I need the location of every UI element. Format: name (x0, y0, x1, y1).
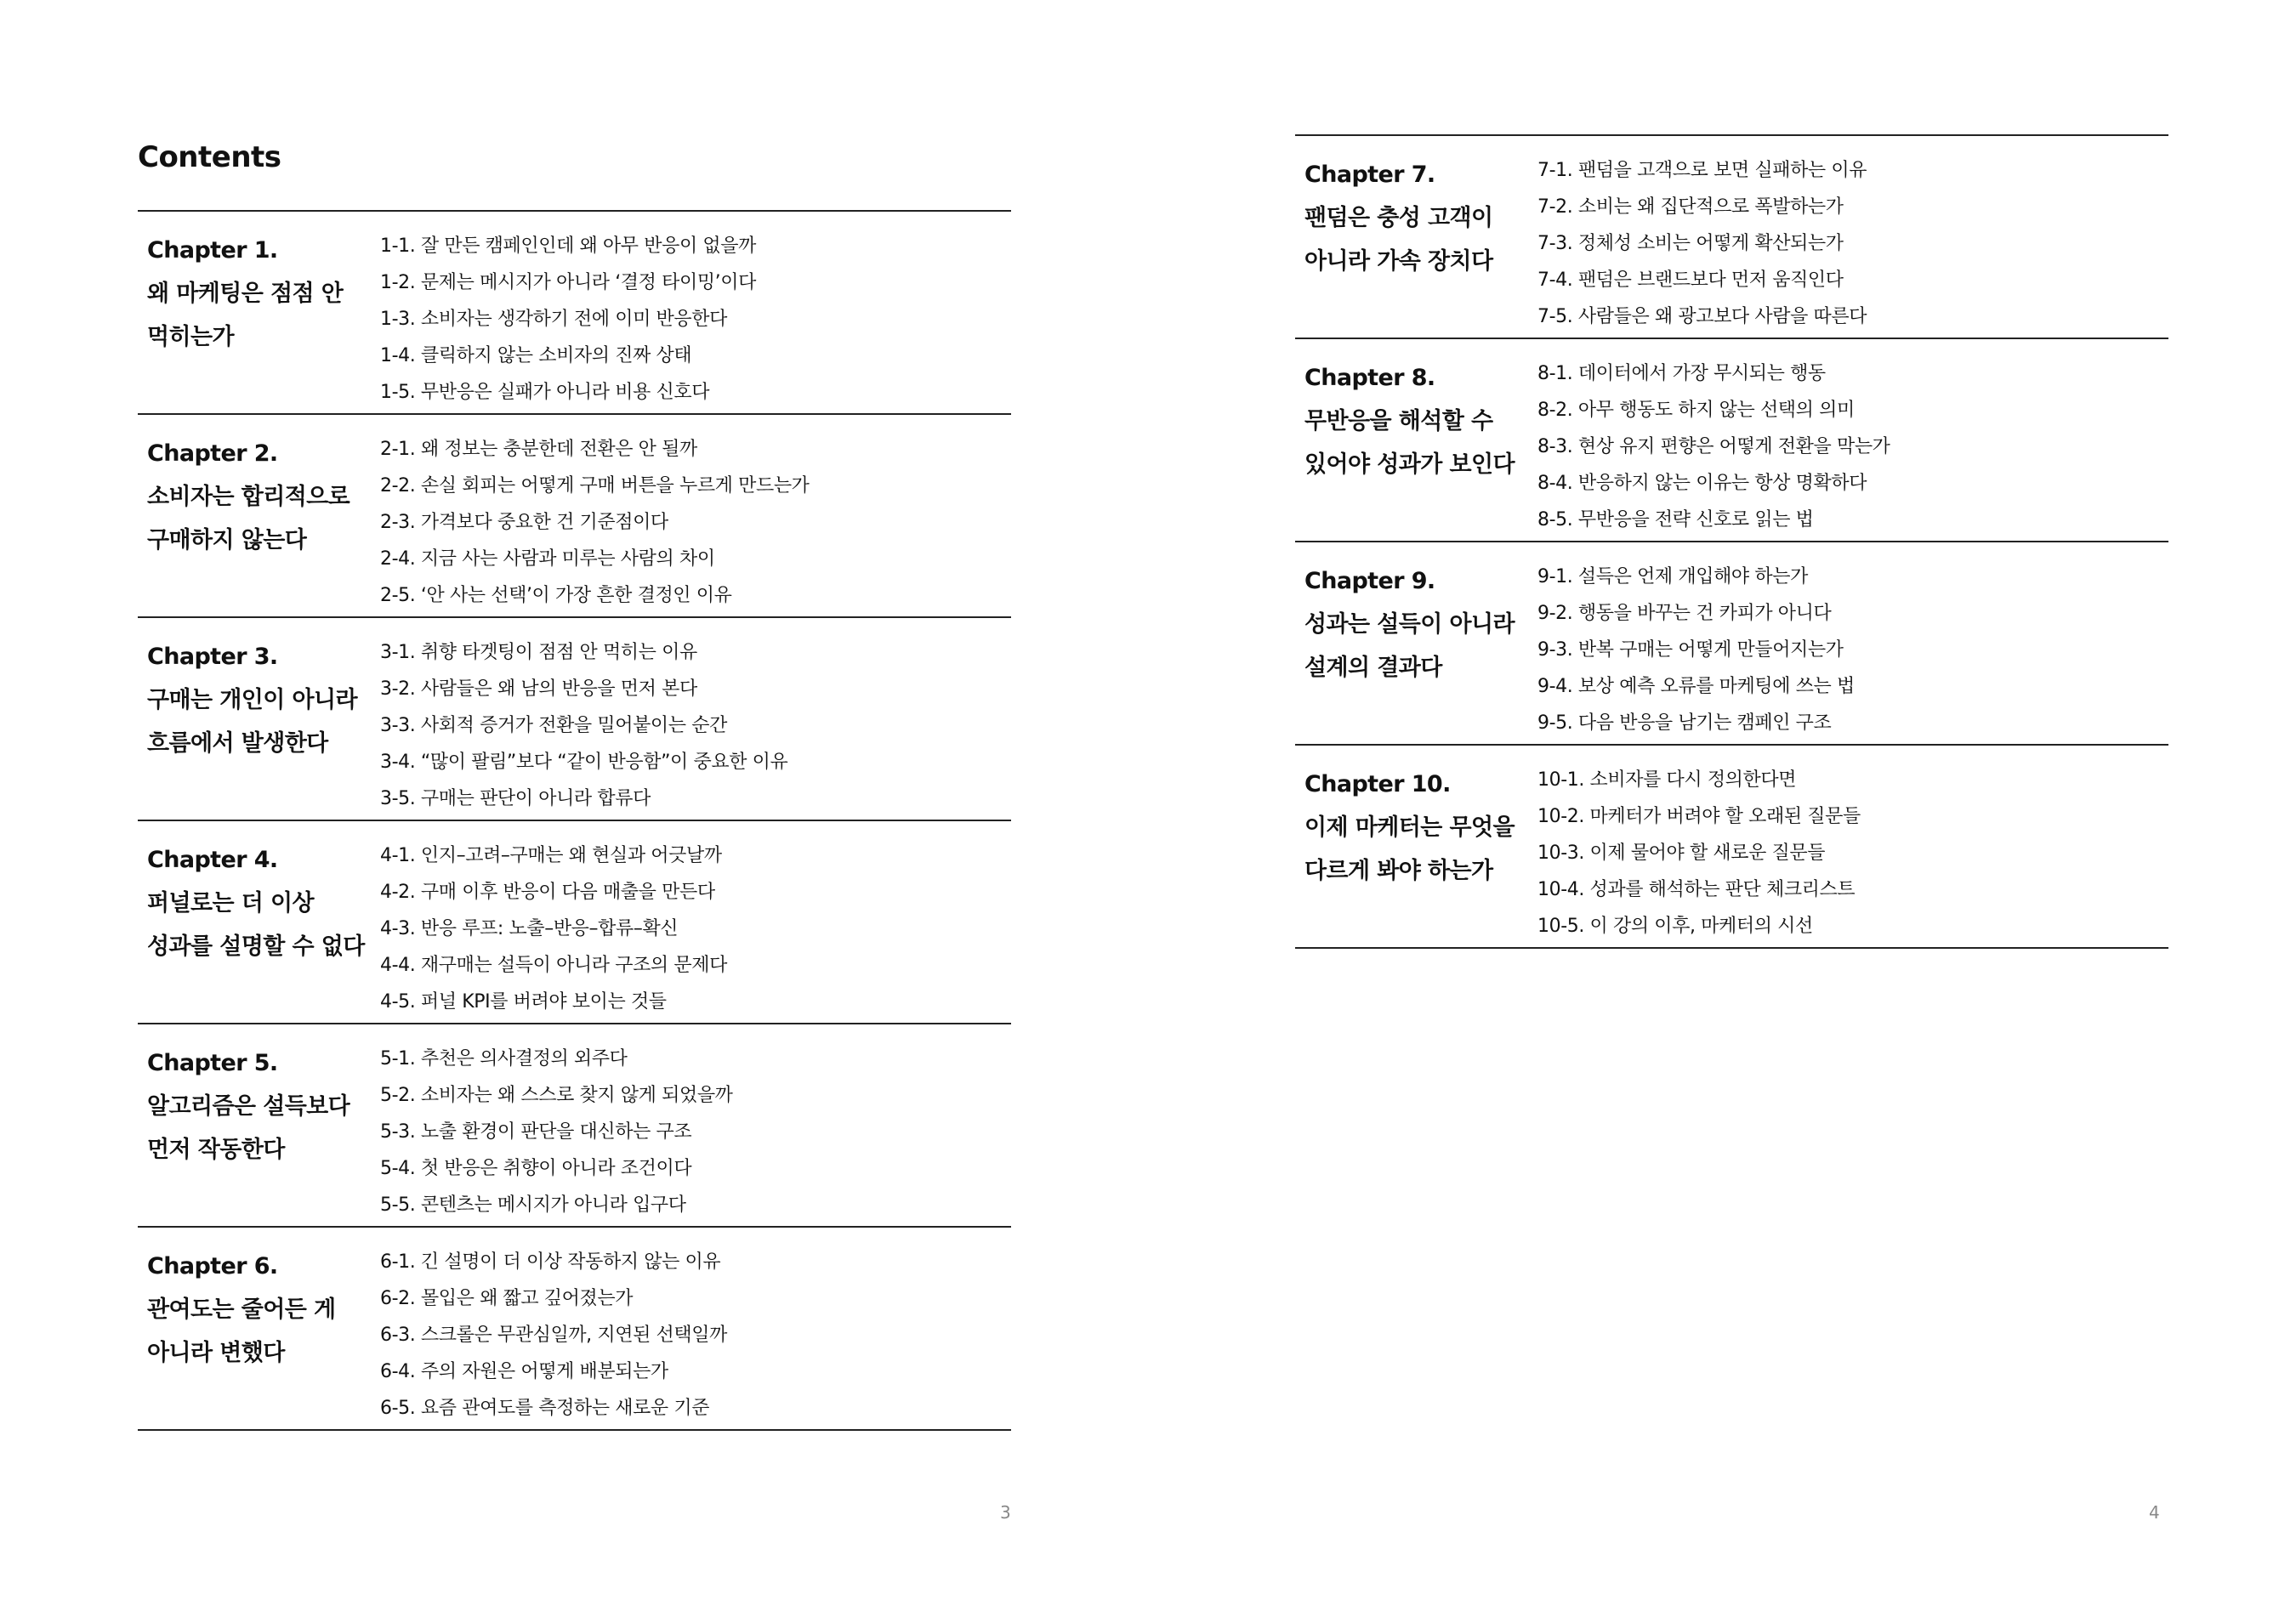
right-page (1148, 0, 2296, 1617)
section-item[interactable]: 8-4. 반응하지 않는 이유는 항상 명확하다 (1537, 473, 1867, 494)
chapter-block (138, 413, 1011, 616)
chapter-label: Chapter 1. (147, 237, 278, 264)
section-item[interactable]: 1-1. 잘 만든 캠페인인데 왜 아무 반응이 없을까 (380, 235, 756, 257)
section-item[interactable]: 8-3. 현상 유지 편향은 어떻게 전환을 막는가 (1537, 436, 1890, 457)
section-list (380, 618, 787, 820)
section-list (1537, 339, 1890, 541)
chapter-heading (138, 618, 380, 820)
chapter-label: Chapter 8. (1304, 365, 1435, 391)
section-item[interactable]: 2-4. 지금 사는 사람과 미루는 사람의 차이 (380, 548, 715, 570)
chapter-heading (138, 821, 380, 1023)
toc-right (1295, 134, 2168, 949)
section-item[interactable]: 7-2. 소비는 왜 집단적으로 폭발하는가 (1537, 196, 1844, 218)
section-item[interactable]: 10-2. 마케터가 버려야 할 오래된 질문들 (1537, 806, 1861, 827)
section-list (380, 1024, 733, 1226)
chapter-title-line: 있어야 성과가 보인다 (1304, 451, 1515, 478)
section-item[interactable]: 10-5. 이 강의 이후, 마케터의 시선 (1537, 916, 1813, 937)
section-item[interactable]: 1-2. 문제는 메시지가 아니라 ‘결정 타이밍’이다 (380, 272, 756, 293)
chapter-heading (1295, 746, 1537, 947)
section-item[interactable]: 4-4. 재구매는 설득이 아니라 구조의 문제다 (380, 955, 727, 976)
chapter-title-line: 먼저 작동한다 (147, 1137, 285, 1163)
chapter-block (138, 1226, 1011, 1431)
section-item[interactable]: 4-1. 인지–고려–구매는 왜 현실과 어긋날까 (380, 845, 722, 866)
section-list (380, 1228, 727, 1429)
chapter-heading (138, 1024, 380, 1226)
chapter-heading (1295, 136, 1537, 338)
section-item[interactable]: 5-3. 노출 환경이 판단을 대신하는 구조 (380, 1121, 692, 1143)
toc-left (138, 210, 1011, 1431)
chapter-label: Chapter 7. (1304, 162, 1435, 188)
chapter-label: Chapter 2. (147, 440, 278, 467)
section-item[interactable]: 2-5. ‘안 사는 선택’이 가장 흔한 결정인 이유 (380, 585, 732, 606)
page-number: 3 (1000, 1502, 1011, 1523)
section-item[interactable]: 9-4. 보상 예측 오류를 마케팅에 쓰는 법 (1537, 676, 1855, 697)
chapter-title-line: 먹히는가 (147, 324, 234, 350)
page-number: 4 (2149, 1502, 2160, 1523)
section-item[interactable]: 1-5. 무반응은 실패가 아니라 비용 신호다 (380, 382, 710, 403)
section-item[interactable]: 10-1. 소비자를 다시 정의한다면 (1537, 769, 1797, 791)
section-item[interactable]: 3-3. 사회적 증거가 전환을 밀어붙이는 순간 (380, 715, 727, 736)
section-item[interactable]: 3-2. 사람들은 왜 남의 반응을 먼저 본다 (380, 678, 697, 700)
section-item[interactable]: 7-1. 팬덤을 고객으로 보면 실패하는 이유 (1537, 160, 1867, 181)
chapter-block (138, 1023, 1011, 1226)
section-item[interactable]: 9-1. 설득은 언제 개입해야 하는가 (1537, 566, 1808, 587)
chapter-title-line: 아니라 변했다 (147, 1340, 285, 1366)
chapter-title-line: 구매하지 않는다 (147, 527, 307, 553)
section-item[interactable]: 4-2. 구매 이후 반응이 다음 매출을 만든다 (380, 882, 715, 903)
chapter-title-line: 왜 마케팅은 점점 안 (147, 281, 344, 307)
chapter-title-line: 무반응을 해석할 수 (1304, 408, 1493, 434)
section-item[interactable]: 3-1. 취향 타겟팅이 점점 안 먹히는 이유 (380, 642, 697, 663)
section-item[interactable]: 2-3. 가격보다 중요한 건 기준점이다 (380, 512, 668, 533)
chapter-block (1295, 134, 2168, 338)
section-item[interactable]: 5-5. 콘텐츠는 메시지가 아니라 입구다 (380, 1194, 686, 1216)
section-item[interactable]: 7-3. 정체성 소비는 어떻게 확산되는가 (1537, 233, 1844, 254)
chapter-block (1295, 541, 2168, 744)
section-item[interactable]: 5-2. 소비자는 왜 스스로 찾지 않게 되었을까 (380, 1085, 733, 1106)
chapter-title-line: 소비자는 합리적으로 (147, 484, 350, 510)
chapter-block (138, 210, 1011, 413)
section-list (1537, 746, 1861, 947)
contents-title: Contents (138, 140, 281, 174)
chapter-title-line: 다르게 봐야 하는가 (1304, 858, 1493, 884)
chapter-title-line: 이제 마케터는 무엇을 (1304, 814, 1515, 841)
chapter-heading (138, 415, 380, 616)
section-item[interactable]: 6-4. 주의 자원은 어떻게 배분되는가 (380, 1361, 668, 1382)
chapter-label: Chapter 10. (1304, 771, 1451, 797)
chapter-title-line: 구매는 개인이 아니라 (147, 687, 357, 713)
section-item[interactable]: 5-4. 첫 반응은 취향이 아니라 조건이다 (380, 1158, 692, 1179)
section-item[interactable]: 4-5. 퍼널 KPI를 버려야 보이는 것들 (380, 991, 667, 1013)
section-item[interactable]: 6-2. 몰입은 왜 짧고 깊어졌는가 (380, 1288, 634, 1309)
chapter-block (138, 616, 1011, 820)
section-item[interactable]: 1-4. 클릭하지 않는 소비자의 진짜 상태 (380, 345, 692, 366)
chapter-heading (1295, 339, 1537, 541)
section-item[interactable]: 2-1. 왜 정보는 충분한데 전환은 안 될까 (380, 439, 697, 460)
section-item[interactable]: 7-5. 사람들은 왜 광고보다 사람을 따른다 (1537, 306, 1867, 327)
section-item[interactable]: 4-3. 반응 루프: 노출–반응–합류–확신 (380, 918, 679, 939)
section-item[interactable]: 6-1. 긴 설명이 더 이상 작동하지 않는 이유 (380, 1251, 721, 1273)
chapter-block (1295, 338, 2168, 541)
section-item[interactable]: 5-1. 추천은 의사결정의 외주다 (380, 1048, 628, 1069)
section-item[interactable]: 9-2. 행동을 바꾸는 건 카피가 아니다 (1537, 603, 1832, 624)
section-list (380, 212, 756, 413)
section-item[interactable]: 6-3. 스크롤은 무관심일까, 지연된 선택일까 (380, 1325, 727, 1346)
section-item[interactable]: 1-3. 소비자는 생각하기 전에 이미 반응한다 (380, 309, 727, 330)
section-list (380, 821, 727, 1023)
section-list (380, 415, 810, 616)
chapter-label: Chapter 3. (147, 644, 278, 670)
section-list (1537, 136, 1867, 338)
chapter-title-line: 성과는 설득이 아니라 (1304, 611, 1515, 638)
chapter-label: Chapter 9. (1304, 568, 1435, 594)
section-item[interactable]: 9-5. 다음 반응을 남기는 캠페인 구조 (1537, 712, 1832, 734)
chapter-block (1295, 744, 2168, 949)
section-list (1537, 542, 1855, 744)
chapter-heading (138, 212, 380, 413)
section-item[interactable]: 7-4. 팬덤은 브랜드보다 먼저 움직인다 (1537, 270, 1844, 291)
chapter-heading (1295, 542, 1537, 744)
chapter-heading (138, 1228, 380, 1429)
section-item[interactable]: 10-3. 이제 물어야 할 새로운 질문들 (1537, 843, 1826, 864)
section-item[interactable]: 2-2. 손실 회피는 어떻게 구매 버튼을 누르게 만드는가 (380, 475, 810, 496)
section-item[interactable]: 9-3. 반복 구매는 어떻게 만들어지는가 (1537, 639, 1844, 661)
chapter-title-line: 흐름에서 발생한다 (147, 730, 328, 757)
section-item[interactable]: 8-1. 데이터에서 가장 무시되는 행동 (1537, 363, 1826, 384)
chapter-label: Chapter 5. (147, 1050, 278, 1076)
chapter-title-line: 관여도는 줄어든 게 (147, 1296, 336, 1323)
chapter-title-line: 성과를 설명할 수 없다 (147, 933, 365, 960)
chapter-title-line: 퍼널로는 더 이상 (147, 890, 314, 916)
section-item[interactable]: 3-5. 구매는 판단이 아니라 합류다 (380, 788, 651, 809)
section-item[interactable]: 3-4. “많이 팔림”보다 “같이 반응함”이 중요한 이유 (380, 752, 788, 773)
section-item[interactable]: 6-5. 요즘 관여도를 측정하는 새로운 기준 (380, 1398, 710, 1419)
chapter-title-line: 팬덤은 충성 고객이 (1304, 205, 1493, 231)
chapter-label: Chapter 6. (147, 1253, 278, 1279)
chapter-title-line: 아니라 가속 장치다 (1304, 248, 1493, 275)
chapter-block (138, 820, 1011, 1023)
chapter-label: Chapter 4. (147, 847, 278, 873)
chapter-title-line: 알고리즘은 설득보다 (147, 1093, 350, 1120)
section-item[interactable]: 8-5. 무반응을 전략 신호로 읽는 법 (1537, 509, 1814, 530)
chapter-title-line: 설계의 결과다 (1304, 655, 1442, 681)
section-item[interactable]: 10-4. 성과를 해석하는 판단 체크리스트 (1537, 879, 1856, 900)
section-item[interactable]: 8-2. 아무 행동도 하지 않는 선택의 의미 (1537, 400, 1855, 421)
